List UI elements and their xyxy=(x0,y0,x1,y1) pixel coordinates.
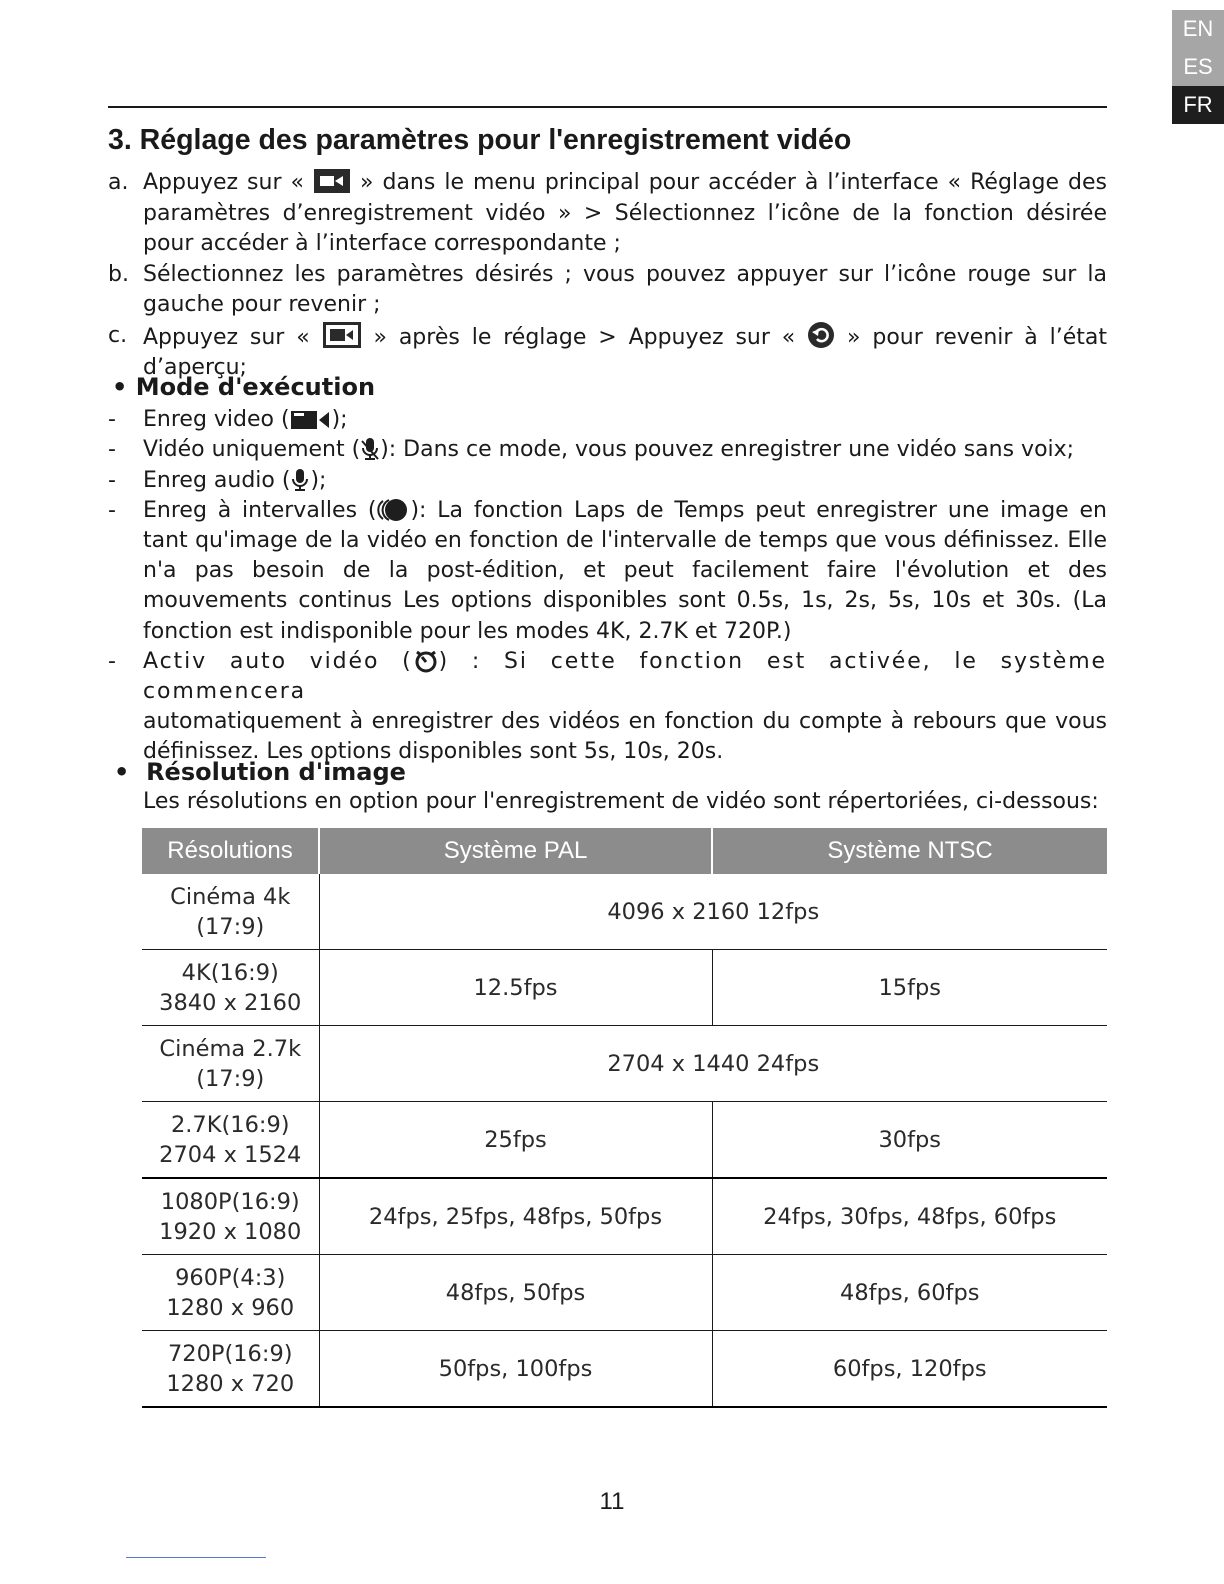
step-text: Appuyez sur « xyxy=(143,170,304,195)
resolution-cell: Cinéma 4k (17:9) xyxy=(142,874,319,950)
step-marker: a. xyxy=(108,170,129,195)
resolution-intro: Les résolutions en option pour l'enregistrement de vidéo sont répertoriées, ci-dessous: xyxy=(143,789,1099,814)
table-header-row xyxy=(142,828,1107,874)
pal-cell: 48fps, 50fps xyxy=(319,1255,712,1331)
time-lapse-icon xyxy=(376,498,410,522)
step-marker: b. xyxy=(108,261,129,287)
mode-item-video-only xyxy=(108,435,1107,465)
table-row xyxy=(142,950,1107,1026)
table-row xyxy=(142,1026,1107,1102)
mode-item-audio xyxy=(108,466,1107,496)
pal-cell: 25fps xyxy=(319,1102,712,1179)
ntsc-cell: 15fps xyxy=(712,950,1107,1026)
footer-line xyxy=(126,1557,266,1558)
ntsc-cell: 24fps, 30fps, 48fps, 60fps xyxy=(712,1178,1107,1255)
timer-icon xyxy=(413,649,439,673)
merged-cell: 2704 x 1440 24fps xyxy=(319,1026,1107,1102)
mode-text: ): Dans ce mode, vous pouvez enregistrer une vidéo sans voix; xyxy=(380,437,1075,463)
merged-cell: 4096 x 2160 12fps xyxy=(319,874,1107,950)
mode-text: ); xyxy=(310,467,327,493)
step-marker: c. xyxy=(108,322,128,348)
section-title: 3. Réglage des paramètres pour l'enregistrement vidéo xyxy=(108,124,852,156)
mode-title-text: Mode d'exécution xyxy=(135,373,376,401)
return-icon xyxy=(807,321,835,349)
lang-tab-en[interactable]: EN xyxy=(1172,10,1224,48)
mode-text: Enreg à intervalles ( xyxy=(143,497,377,523)
table-row xyxy=(142,1331,1107,1408)
table-row xyxy=(142,1102,1107,1179)
lang-tab-es[interactable]: ES xyxy=(1172,48,1224,86)
language-tabs xyxy=(1172,10,1224,124)
pal-cell: 12.5fps xyxy=(319,950,712,1026)
resolution-cell: 1080P(16:9) 1920 x 1080 xyxy=(142,1178,319,1255)
mode-item-interval xyxy=(108,496,1107,647)
video-camera-icon xyxy=(290,409,332,431)
step-text: » dans le menu principal pour accéder à l’interface « Réglage des paramètres d’enregistrement vidéo » > Sélectionnez l’icône de la fonction désirée pour accéder à l’interface correspondante ; xyxy=(143,170,1107,256)
step-text: Appuyez sur « xyxy=(143,324,310,350)
microphone-icon xyxy=(290,468,310,492)
table-row xyxy=(142,1255,1107,1331)
resolution-title-text: Résolution d'image xyxy=(146,758,406,786)
mode-title: • Mode d'exécution xyxy=(112,373,376,401)
dash: - xyxy=(108,648,116,674)
resolution-section xyxy=(108,757,1107,817)
step-text: » pour revenir à l’état d’aperçu; xyxy=(143,324,1108,380)
mode-text: Enreg audio ( xyxy=(143,467,291,493)
mute-microphone-icon xyxy=(360,437,380,461)
ntsc-cell: 30fps xyxy=(712,1102,1107,1179)
step-a xyxy=(108,168,1107,260)
video-mode-icon xyxy=(322,321,362,349)
mode-section xyxy=(108,372,1107,768)
resolution-cell: 960P(4:3) 1280 x 960 xyxy=(142,1255,319,1331)
mode-text: ): La fonction Laps de Temps peut enregistrer une image en tant qu'image de la vidéo en fonction de l'intervalle de temps que vous définissez. Elle n'a pas besoin de la post-édition, et peut facilement faire l'évolution et des mouvements continus Les options disponibles sont 0.5s, 1s, 2s, 5s, 10s et 30s. (La fonction est indisponible pour les modes 4K, 2.7K et 720P.) xyxy=(143,497,1108,644)
mode-text: Activ auto vidéo ( xyxy=(143,648,413,674)
mode-text: Enreg video ( xyxy=(143,407,290,433)
resolution-cell: 2.7K(16:9) 2704 x 1524 xyxy=(142,1102,319,1179)
dash: - xyxy=(108,437,116,463)
mode-text: ) : Si cette fonction est activée, le système commencera xyxy=(143,648,1107,705)
ntsc-cell: 60fps, 120fps xyxy=(712,1331,1107,1408)
mode-text: Vidéo uniquement ( xyxy=(143,437,361,463)
dash: - xyxy=(108,407,116,433)
step-text: Sélectionnez les paramètres désirés ; vous pouvez appuyer sur l’icône rouge sur la gauche pour revenir ; xyxy=(143,261,1107,317)
resolution-cell: Cinéma 2.7k (17:9) xyxy=(142,1026,319,1102)
dash: - xyxy=(108,497,116,523)
lang-tab-fr[interactable]: FR xyxy=(1172,86,1224,124)
page-number: 11 xyxy=(599,1488,625,1515)
col-header-ntsc: Système NTSC xyxy=(712,828,1107,874)
mode-item-video xyxy=(108,405,1107,435)
resolution-table xyxy=(142,828,1107,1408)
table-row xyxy=(142,1178,1107,1255)
header-rule xyxy=(108,106,1107,108)
table-row xyxy=(142,874,1107,950)
ntsc-cell: 48fps, 60fps xyxy=(712,1255,1107,1331)
dash: - xyxy=(108,467,116,493)
mode-line xyxy=(143,647,1107,707)
resolution-cell: 4K(16:9) 3840 x 2160 xyxy=(142,950,319,1026)
step-text: » après le réglage > Appuyez sur « xyxy=(373,324,796,350)
mode-item-auto-video xyxy=(108,647,1107,768)
col-header-pal: Système PAL xyxy=(319,828,712,874)
step-b xyxy=(108,260,1107,321)
pal-cell: 50fps, 100fps xyxy=(319,1331,712,1408)
steps-list xyxy=(108,168,1107,384)
pal-cell: 24fps, 25fps, 48fps, 50fps xyxy=(319,1178,712,1255)
resolution-title: • Résolution d'image xyxy=(114,758,406,786)
col-header-resolutions: Résolutions xyxy=(142,828,319,874)
mode-text: ); xyxy=(331,407,348,433)
resolution-cell: 720P(16:9) 1280 x 720 xyxy=(142,1331,319,1408)
mode-text: automatiquement à enregistrer des vidéos en fonction du compte à rebours que vous définissez. Les options disponibles sont 5s, 10s, 20s. xyxy=(143,709,1107,765)
video-settings-icon xyxy=(313,168,351,194)
